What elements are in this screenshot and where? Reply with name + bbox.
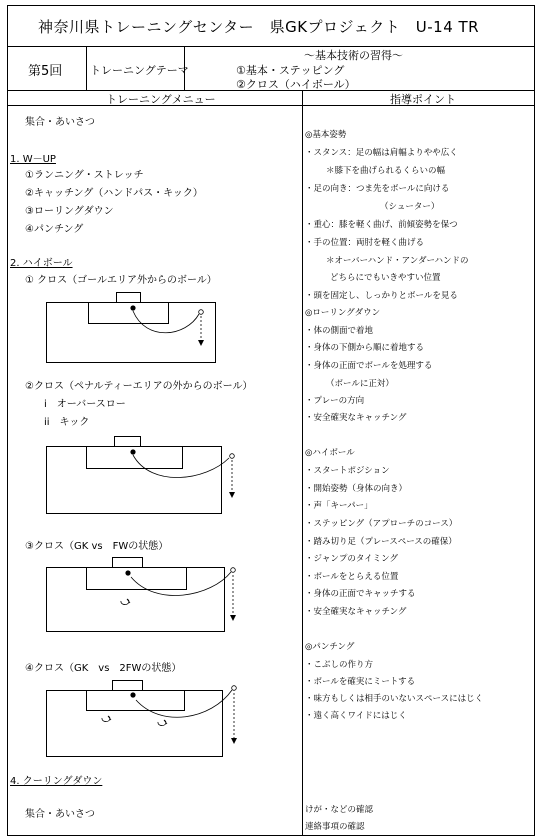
point-rolling-1: ・体の側面で着地: [305, 326, 374, 336]
point-highball-9: ・安全確実なキャッチング: [305, 607, 407, 617]
point-punching-2: ・ボールを確実にミートする: [305, 677, 416, 687]
menu-cross-2: ②クロス（ペナルティーエリアの外からのボール）: [25, 381, 253, 392]
point-highball-3: ・声「キーパー」: [305, 501, 373, 511]
menu-section-wup: 1. W－UP: [10, 154, 56, 165]
menu-gather: 集合・あいさつ: [25, 117, 95, 128]
point-hands-note-2: どちらにでもいきやすい位置: [330, 273, 441, 283]
menu-cross-2-ii: ii キック: [44, 417, 90, 428]
menu-section-highball: 2. ハイボール: [10, 258, 73, 269]
point-notices: 連絡事項の確認: [305, 822, 365, 832]
cross-diagram-1: [46, 292, 236, 372]
cross-diagram-2: [46, 436, 236, 516]
point-rolling-3: ・身体の正面でボールを処理する: [305, 361, 433, 371]
point-highball-8: ・身体の正面でキャッチする: [305, 589, 416, 599]
point-foot-direction: ・足の向き：つま先をボールに向ける: [305, 184, 450, 194]
point-punching-1: ・こぶしの作り方: [305, 660, 374, 670]
menu-closing: 集合・あいさつ: [25, 809, 95, 820]
point-punching-heading: ◎パンチング: [305, 642, 355, 652]
point-basic-posture: ◎基本姿勢: [305, 130, 347, 140]
point-weight: ・重心：膝を軽く曲げ、前傾姿勢を保つ: [305, 220, 458, 230]
menu-cross-2-i: i オーバースロー: [44, 399, 126, 410]
point-punching-4: ・遠く高くワイドにはじく: [305, 711, 407, 721]
menu-cross-1: ① クロス（ゴールエリア外からのボール）: [25, 275, 217, 286]
point-hands: ・手の位置：両肘を軽く曲げる: [305, 238, 425, 248]
point-rolling-4: ・プレーの方向: [305, 396, 365, 406]
cross-diagram-4: [46, 680, 246, 760]
point-punching-3: ・味方もしくは相手のいないスペースにはじく: [305, 694, 484, 704]
menu-wup-3: ③ローリングダウン: [25, 206, 114, 217]
point-highball-5: ・踏み切り足（プレースペースの確保）: [305, 537, 457, 547]
point-highball-4: ・ステッピング（アプローチのコース）: [305, 519, 458, 529]
menu-wup-2: ②キャッチング（ハンドパス・キック）: [25, 188, 203, 199]
menu-wup-4: ④パンチング: [25, 224, 84, 235]
point-head: ・頭を固定し、しっかりとボールを見る: [305, 291, 458, 301]
menu-column-heading: トレーニングメニュー: [106, 93, 216, 106]
menu-cross-4: ④クロス（GK vs 2FWの状態）: [25, 663, 182, 674]
point-highball-2: ・開始姿勢（身体の向き）: [305, 484, 408, 494]
point-rolling-3-note: （ボールに正対）: [326, 379, 394, 389]
theme-item-2: ②クロス（ハイボール）: [236, 78, 356, 91]
point-hands-note: ＊オーバーハンド・アンダーハンドの: [326, 256, 469, 266]
menu-wup-1: ①ランニング・ストレッチ: [25, 170, 144, 181]
point-stance-note: ＊膝下を曲げられるくらいの幅: [326, 166, 446, 176]
point-shooter: （シューター）: [380, 202, 440, 212]
point-highball-heading: ◎ハイボール: [305, 448, 355, 458]
point-stance: ・スタンス：足の幅は肩幅よりやや広く: [305, 148, 458, 158]
point-rolling-heading: ◎ローリングダウン: [305, 308, 381, 318]
menu-cross-3: ③クロス（GK vs FWの状態）: [25, 541, 169, 552]
cross-diagram-3: [46, 557, 246, 637]
column-divider: [302, 90, 303, 836]
point-highball-1: ・スタートポジション: [305, 466, 390, 476]
page-title: 神奈川県トレーニングセンター 県GKプロジェクト U-14 TR: [38, 18, 480, 36]
theme-label: トレーニングテーマ: [90, 64, 189, 77]
point-injury-check: けが・などの確認: [305, 805, 374, 815]
theme-item-1: ①基本・ステッピング: [236, 64, 345, 77]
session-number: 第5回: [28, 64, 63, 79]
point-rolling-5: ・安全確実なキャッチング: [305, 413, 407, 423]
theme-heading: ～基本技術の習得～: [304, 49, 403, 62]
menu-section-cooldown: 4. クーリングダウン: [10, 776, 103, 787]
point-highball-6: ・ジャンプのタイミング: [305, 554, 398, 564]
points-column-heading: 指導ポイント: [390, 93, 456, 106]
session-divider: [86, 46, 87, 90]
point-rolling-2: ・身体の下側から順に着地する: [305, 343, 425, 353]
point-highball-7: ・ボールをとらえる位置: [305, 572, 399, 582]
